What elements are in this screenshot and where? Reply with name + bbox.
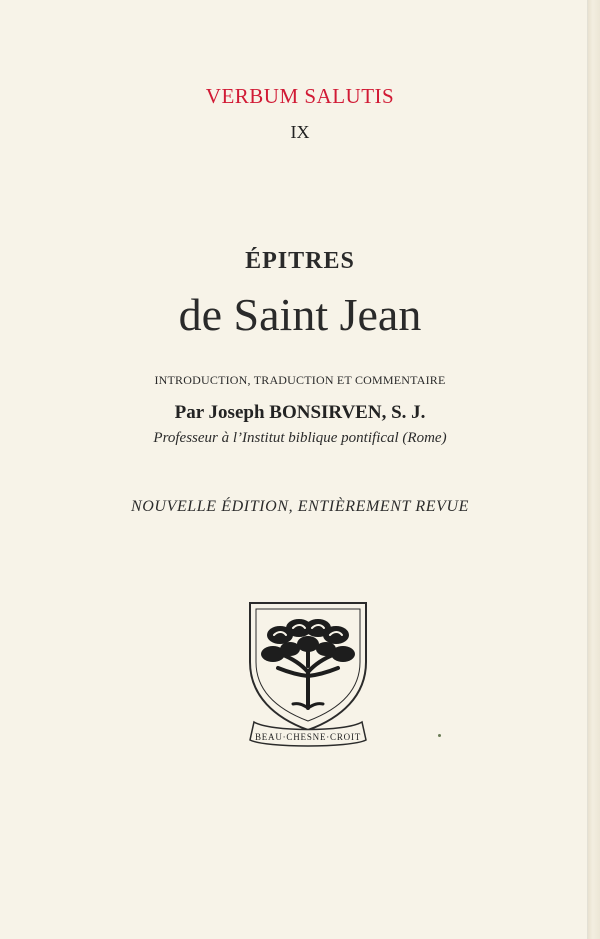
paper-speck <box>438 734 441 737</box>
motto-text: BEAU·CHESNE·CROIT <box>254 732 362 742</box>
edition-note: NOUVELLE ÉDITION, ENTIÈREMENT REVUE <box>130 498 470 515</box>
author-line: Par Joseph BONSIRVEN, S. J. <box>174 402 426 423</box>
author-affiliation: Professeur à l’Institut biblique pontifical (Rome) <box>153 430 447 446</box>
book-title-line1: ÉPITRES <box>245 248 355 274</box>
book-title-line2: de Saint Jean <box>178 289 422 340</box>
publisher-emblem <box>246 600 370 748</box>
series-name: VERBUM SALUTIS <box>205 84 395 108</box>
subtitle: INTRODUCTION, TRADUCTION ET COMMENTAIRE <box>154 373 446 387</box>
volume-number: IX <box>290 122 310 142</box>
